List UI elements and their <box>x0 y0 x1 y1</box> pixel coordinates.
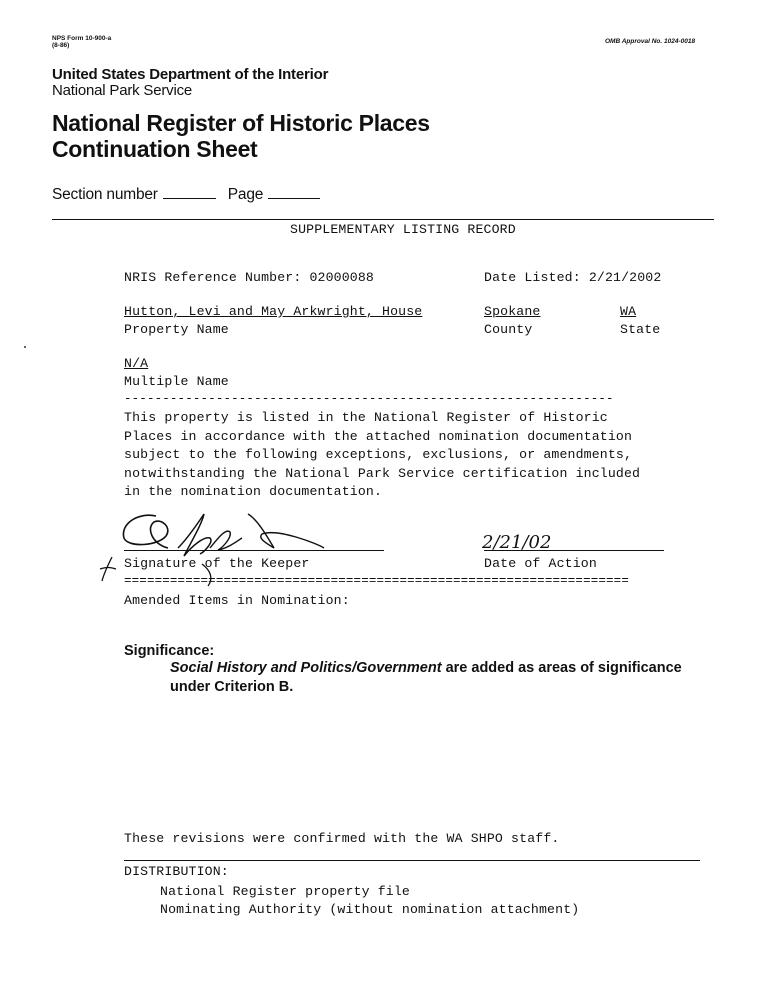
nris-reference: NRIS Reference Number: 02000088 <box>124 270 374 285</box>
section-number-label: Section number <box>52 186 158 203</box>
header-rule <box>52 219 714 220</box>
section-number-field <box>163 197 216 199</box>
revisions-note: These revisions were confirmed with the WA SHPO staff. <box>124 831 560 846</box>
dash-divider: ---------------------------------------------------------------- <box>124 392 614 406</box>
date-of-action-label: Date of Action <box>484 556 597 571</box>
property-name-label: Property Name <box>124 322 229 337</box>
date-line <box>484 550 664 551</box>
significance-line-2: under Criterion B. <box>170 679 294 695</box>
page-label: Page <box>227 186 264 203</box>
distribution-label: DISTRIBUTION: <box>124 864 229 879</box>
form-date-text: (8-86) <box>52 42 70 49</box>
check-mark-icon <box>98 555 122 583</box>
department-name: United States Department of the Interior <box>52 66 329 83</box>
significance-line-1-rest: are added as areas of significance <box>441 660 682 676</box>
omb-approval: OMB Approval No. 1024-0018 <box>605 38 696 45</box>
property-name-value: Hutton, Levi and May Arkwright, House <box>124 304 423 319</box>
multiple-name-value: N/A <box>124 356 149 371</box>
amended-items-label: Amended Items in Nomination: <box>124 593 350 608</box>
agency-name: National Park Service <box>52 82 193 99</box>
section-page-row <box>52 186 320 204</box>
county-value: Spokane <box>484 304 541 319</box>
signature-label: Signature of the Keeper <box>124 556 310 571</box>
form-number-text: NPS Form 10-900-a <box>52 35 112 42</box>
date-listed: Date Listed: 2/21/2002 <box>484 270 662 285</box>
state-value: WA <box>620 304 637 319</box>
distribution-list: National Register property file Nominating Authority (without nomination attachment) <box>160 884 580 917</box>
significance-line-1 <box>170 659 682 678</box>
scan-speck <box>24 346 26 348</box>
state-label: State <box>620 322 661 337</box>
handwritten-date-text: 2/21/02 <box>482 532 552 553</box>
significance-body <box>170 659 682 697</box>
double-divider: ================================================================== <box>124 574 629 588</box>
significance-areas: Social History and Politics/Government <box>170 660 442 676</box>
multiple-name-label: Multiple Name <box>124 374 229 389</box>
page-subtitle: Continuation Sheet <box>52 136 258 162</box>
distribution-rule <box>124 860 700 861</box>
record-heading: SUPPLEMENTARY LISTING RECORD <box>290 222 516 237</box>
page-number-field <box>268 197 320 199</box>
listing-statement: This property is listed in the National Register of Historic Places in accordance with the attached nomination documentation subject to the following exceptions, exclusions, or amendments, notwithstanding the National Park Service certification included in the nomination documentation. <box>124 410 641 500</box>
significance-heading: Significance: <box>124 643 215 659</box>
form-number <box>52 35 111 49</box>
signature-line <box>124 550 384 551</box>
county-label: County <box>484 322 533 337</box>
page-title: National Register of Historic Places <box>52 110 430 136</box>
